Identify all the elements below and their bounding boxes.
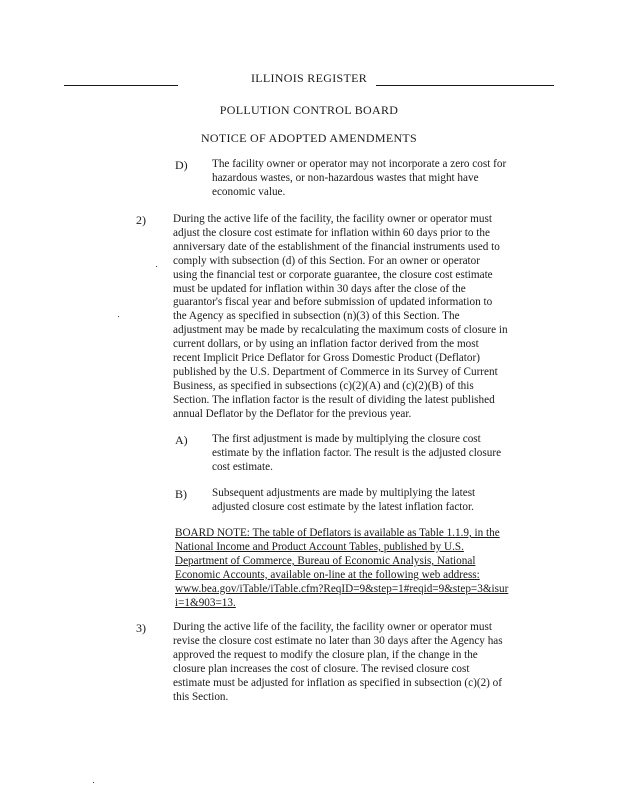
text-line: During the active life of the facility, the facility owner or operator must: [173, 621, 492, 633]
text-line: current dollars, or by using an inflation factor derived from the most: [173, 338, 479, 351]
scan-speck: [93, 782, 94, 783]
text-line: During the active life of the facility, the facility owner or operator must: [173, 213, 492, 225]
text-line: published by the U.S. Department of Commerce in its Survey of Current: [173, 365, 498, 378]
scan-speck: [156, 266, 157, 267]
text-line: hazardous wastes, or non-hazardous wastes that might have: [212, 171, 479, 184]
text-line: approved the request to modify the closure plan, if the change in the: [173, 648, 478, 661]
text-line: estimate must be adjusted for inflation as specified in subsection (c)(2) of: [173, 676, 503, 689]
text-line: www.bea.gov/iTable/iTable.cfm?ReqID=9&step=1#reqid=9&step=3&isur: [175, 582, 509, 595]
text-line: Economic Accounts, available on-line at the following web address:: [175, 568, 480, 581]
item-d-text: [212, 158, 506, 200]
text-line: anniversary date of the establishment of the financial instruments used to: [173, 240, 500, 253]
header-rule-left: [64, 85, 178, 86]
text-line: closure plan increases the cost of closure. The revised closure cost: [173, 662, 470, 675]
text-line: using the financial test or corporate guarantee, the closure cost estimate: [173, 268, 493, 281]
text-line: The facility owner or operator may not incorporate a zero cost for: [212, 158, 507, 170]
text-line: Department of Commerce, Bureau of Economic Analysis, National: [175, 554, 476, 567]
text-line: adjustment may be made by recalculating the maximum costs of closure in: [173, 324, 508, 337]
text-line: cost estimate.: [212, 460, 273, 473]
text-line: adjust the closure cost estimate for inflation within 60 days prior to the: [173, 226, 490, 239]
text-line: comply with subsection (d) of this Section. For an owner or operator: [173, 254, 480, 267]
text-line: Subsequent adjustments are made by multiplying the latest: [212, 487, 476, 499]
text-line: adjusted closure cost estimate by the latest inflation factor.: [212, 500, 474, 513]
notice-title: NOTICE OF ADOPTED AMENDMENTS: [200, 131, 418, 145]
item-2b-text: [212, 487, 475, 515]
text-line: BOARD NOTE: The table of Deflators is available as Table 1.1.9, in the: [175, 527, 500, 539]
text-line: this Section.: [173, 690, 229, 703]
item-3-text: [173, 621, 503, 704]
text-line: must be updated for inflation within 30 days after the close of the: [173, 282, 466, 295]
text-line: National Income and Product Account Tables, published by U.S.: [175, 540, 464, 553]
text-line: the Agency as specified in subsection (n)(3) of this Section. The: [173, 310, 460, 323]
text-line: revise the closure cost estimate no later than 30 days after the Agency has: [173, 634, 503, 647]
item-3-label: 3): [136, 621, 146, 635]
text-line: The first adjustment is made by multiplying the closure cost: [212, 433, 481, 445]
item-2a-label: A): [175, 433, 188, 447]
text-line: Section. The inflation factor is the result of dividing the latest published: [173, 393, 495, 406]
text-line: Business, as specified in subsections (c)(2)(A) and (c)(2)(B) of this: [173, 379, 474, 392]
register-title: ILLINOIS REGISTER: [250, 71, 368, 85]
text-line: guarantor's fiscal year and before submission of updated information to: [173, 296, 493, 309]
item-d-label: D): [175, 158, 188, 172]
text-line: i=1&903=13.: [175, 596, 236, 609]
item-2-label: 2): [136, 213, 146, 227]
item-2-text: [173, 213, 508, 422]
header-rule-right: [376, 85, 554, 86]
text-line: economic value.: [212, 185, 286, 198]
text-line: recent Implicit Price Deflator for Gross Domestic Product (Deflator): [173, 352, 480, 365]
text-line: annual Deflator by the Deflator for the previous year.: [173, 407, 412, 420]
text-line: estimate by the inflation factor. The result is the adjusted closure: [212, 446, 502, 459]
item-2a-text: [212, 433, 501, 475]
board-title: POLLUTION CONTROL BOARD: [219, 103, 399, 117]
item-2b-label: B): [175, 487, 187, 501]
scan-speck: [118, 316, 119, 317]
board-note: [175, 527, 508, 610]
